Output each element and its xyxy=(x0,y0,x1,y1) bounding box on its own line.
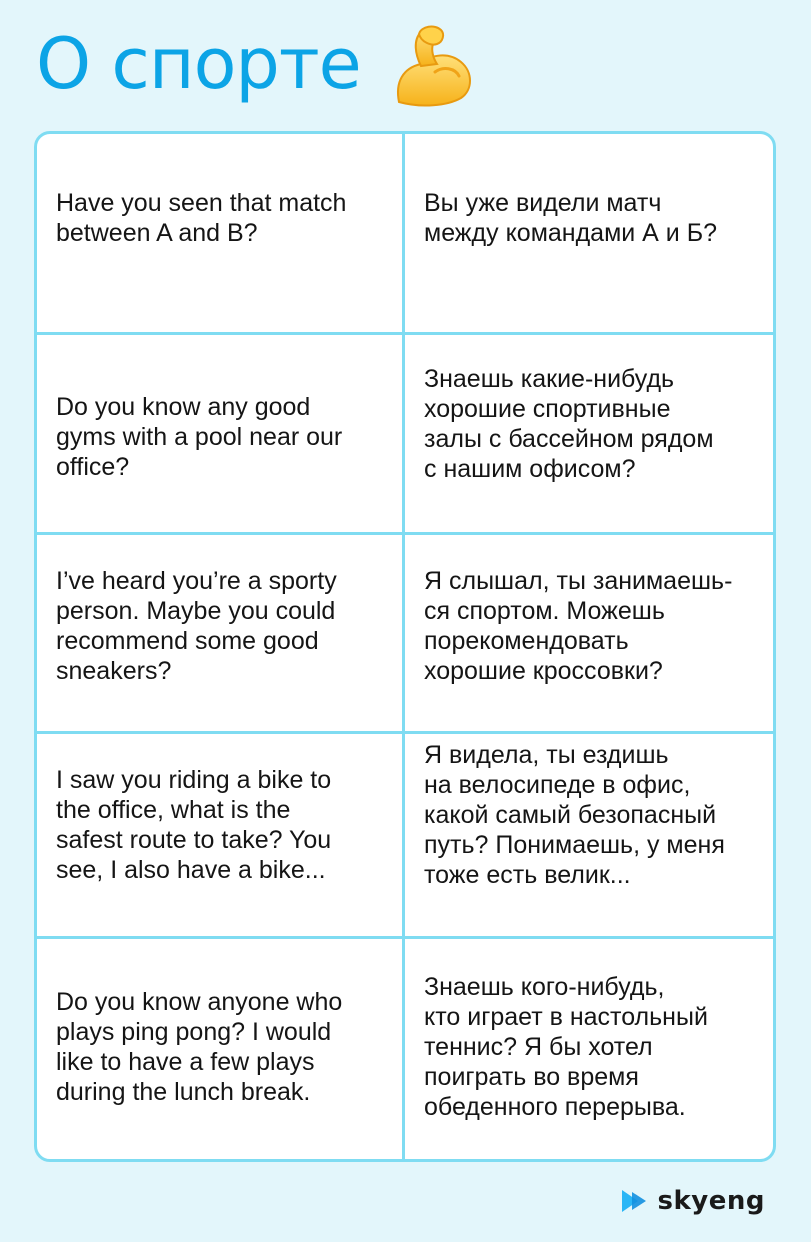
russian-phrase: Я видела, ты ездишь на велосипеде в офис, какой самый безопасный путь? Понимаешь, у меня тоже есть велик... xyxy=(402,734,773,936)
phrase-table xyxy=(34,131,776,1162)
english-phrase: Do you know anyone who plays ping pong? I would like to have a few plays during the lunch break. xyxy=(56,988,343,1106)
table-row xyxy=(37,332,773,532)
page-title: О спорте xyxy=(36,23,361,105)
russian-phrase: Я слышал, ты занимаешь- ся спортом. Можешь порекомендовать хорошие кроссовки? xyxy=(402,535,773,731)
table-row xyxy=(37,731,773,936)
russian-phrase: Знаешь кого-нибудь, кто играет в настольный теннис? Я бы хотел поиграть во время обеденного перерыва. xyxy=(402,939,773,1162)
header xyxy=(36,14,477,114)
russian-phrase: Вы уже видели матч между командами А и Б? xyxy=(402,134,773,332)
table-row xyxy=(37,936,773,1162)
english-phrase: Have you seen that match between A and B? xyxy=(56,189,347,247)
russian-phrase: Знаешь какие-нибудь хорошие спортивные залы с бассейном рядом с нашим офисом? xyxy=(402,335,773,532)
english-phrase: I’ve heard you’re a sporty person. Maybe you could recommend some good sneakers? xyxy=(56,567,337,685)
english-phrase: Do you know any good gyms with a pool near our office? xyxy=(56,392,343,481)
flexed-biceps-icon xyxy=(391,24,477,110)
brand-logo xyxy=(620,1184,765,1218)
english-phrase: I saw you riding a bike to the office, what is the safest route to take? You see, I also have a bike... xyxy=(56,766,332,884)
table-row xyxy=(37,134,773,332)
play-arrow-logo-icon xyxy=(620,1188,652,1214)
brand-name: skyeng xyxy=(657,1186,765,1216)
table-row xyxy=(37,532,773,731)
